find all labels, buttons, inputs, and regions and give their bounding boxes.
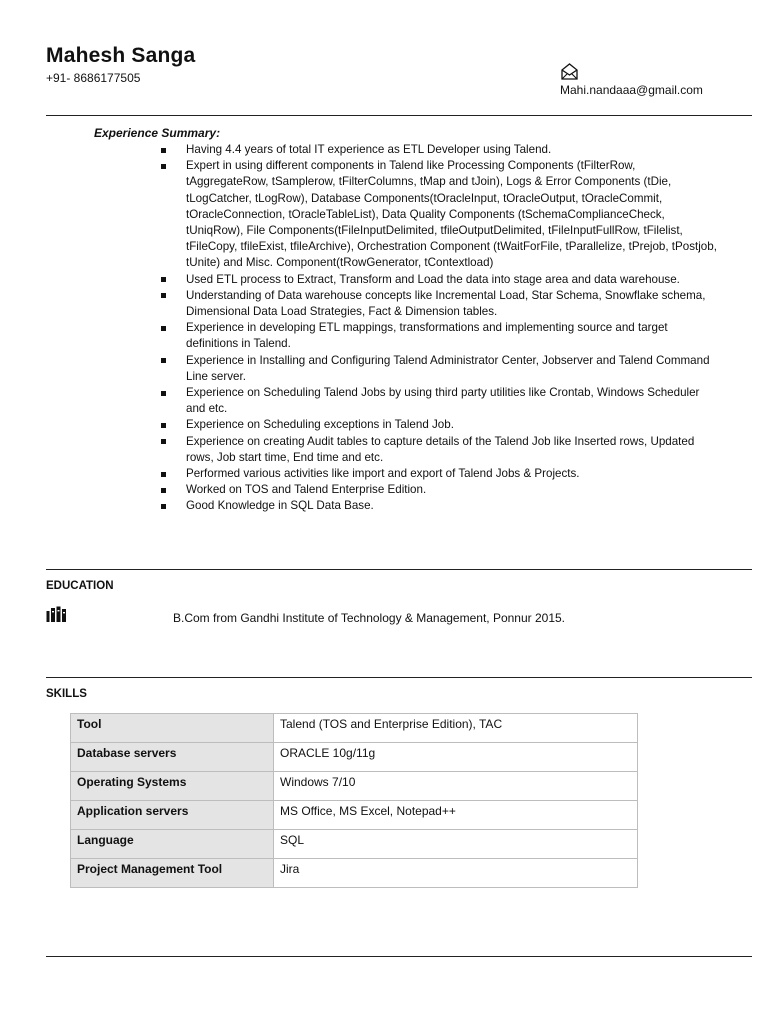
skill-label: Project Management Tool [71,859,274,888]
books-icon [46,606,68,623]
list-item: Understanding of Data warehouse concepts like Incremental Load, Star Schema, Snowflake schema, Dimensional Data Load Strategies, Fact & Dimension tables. [160,288,720,320]
education-entry: B.Com from Gandhi Institute of Technology & Management, Ponnur 2015. [173,611,566,625]
list-item: Expert in using different components in Talend like Processing Components (tFilterRow, tAggregateRow, tSamplerow, tFilterColumns, tMap and tJoin), Logs & Error Components (tDie, tLogCatcher, tLogRow), Database Components(tOracleInput, tOracleOutput, tOracleCommit, tOracleConnection, tOracleTableList), Data Quality Components (tSchemaComplianceCheck, tUniqRow), File Components(tFileInputDelimited, tfileOutputDelimited, tFileInputFullRow, tFilelist, tFileCopy, tfileExist, tfileArchive), Orchestration Component (tWaitForFile, tParallelize, tPrejob, tPostjob, tUnite) and Misc. Component(tRowGenerator, tContextload) [160,158,720,271]
experience-summary-heading: Experience Summary: [94,126,221,140]
list-item: Experience on creating Audit tables to capture details of the Talend Job like Inserted rows, Updated rows, Job start time, End time and etc. [160,434,720,466]
list-item: Used ETL process to Extract, Transform and Load the data into stage area and data warehouse. [160,272,720,288]
table-row [71,714,638,743]
phone-number: +91- 8686177505 [46,71,141,85]
skill-value: MS Office, MS Excel, Notepad++ [274,801,638,830]
table-row [71,801,638,830]
envelope-icon [560,62,579,81]
skills-heading: SKILLS [46,688,87,700]
experience-divider [46,569,752,570]
list-item: Experience on Scheduling Talend Jobs by using third party utilities like Crontab, Windows Scheduler and etc. [160,385,720,417]
header-divider [46,115,752,116]
email-address: Mahi.nandaaa@gmail.com [560,83,703,97]
list-item: Good Knowledge in SQL Data Base. [160,498,720,514]
skill-label: Database servers [71,743,274,772]
education-divider [46,677,752,678]
experience-list [160,142,720,515]
table-row [71,772,638,801]
skill-label: Application servers [71,801,274,830]
skill-value: Talend (TOS and Enterprise Edition), TAC [274,714,638,743]
skill-label: Language [71,830,274,859]
table-row [71,859,638,888]
skill-label: Tool [71,714,274,743]
list-item: Experience in Installing and Configuring Talend Administrator Center, Jobserver and Talend Command Line server. [160,353,720,385]
list-item: Experience on Scheduling exceptions in Talend Job. [160,417,720,433]
footer-divider [46,956,752,957]
skill-value: ORACLE 10g/11g [274,743,638,772]
skills-table [70,713,638,888]
skill-value: SQL [274,830,638,859]
education-heading: EDUCATION [46,580,114,592]
skill-value: Jira [274,859,638,888]
list-item: Performed various activities like import and export of Talend Jobs & Projects. [160,466,720,482]
list-item: Worked on TOS and Talend Enterprise Edition. [160,482,720,498]
candidate-name: Mahesh Sanga [46,44,196,67]
skill-value: Windows 7/10 [274,772,638,801]
list-item: Having 4.4 years of total IT experience as ETL Developer using Talend. [160,142,720,158]
table-row [71,743,638,772]
table-row [71,830,638,859]
skill-label: Operating Systems [71,772,274,801]
list-item: Experience in developing ETL mappings, transformations and implementing source and target definitions in Talend. [160,320,720,352]
